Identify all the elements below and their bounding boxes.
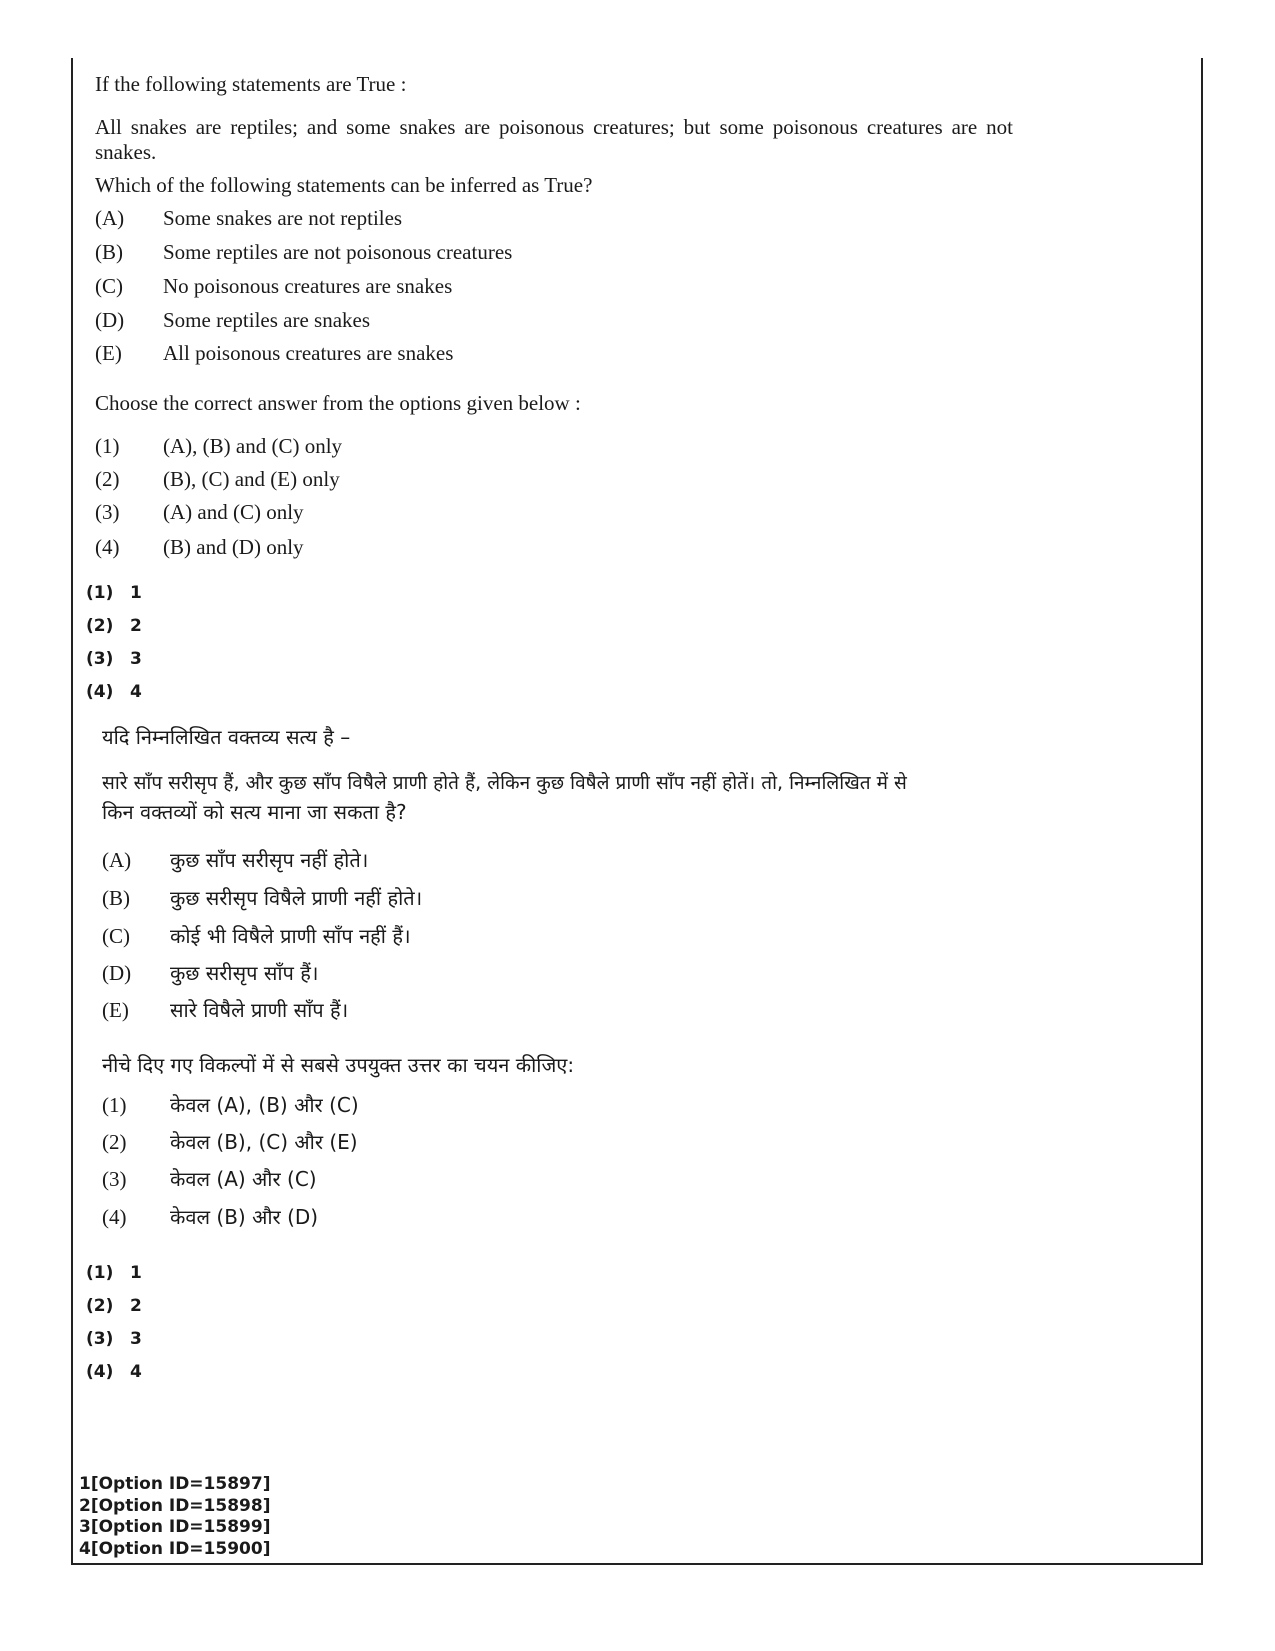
choice-label: (4): [102, 1205, 127, 1229]
answer-option-4[interactable]: [86, 1362, 142, 1382]
answer-option-1[interactable]: [86, 1263, 142, 1283]
hindi-premise-line-1: सारे साँप सरीसृप हैं, और कुछ साँप विषैले प्राणी होते हैं, लेकिन कुछ विषैले प्राणी साँप नहीं होतें। तो, निम्नलिखित में से: [102, 772, 907, 794]
answer-option-label: (4): [86, 682, 114, 702]
answer-option-3[interactable]: [86, 649, 142, 669]
choice-text: केवल (A) और (C): [170, 1167, 317, 1191]
answer-option-label: (1): [86, 583, 114, 603]
statement-text: कुछ सरीसृप साँप हैं।: [170, 961, 319, 985]
choice-label: (2): [95, 467, 120, 491]
answer-option-label: (3): [86, 649, 114, 669]
option-id-list: [79, 1474, 270, 1560]
option-id: 2[Option ID=15898]: [79, 1495, 271, 1516]
choice-text: (A) and (C) only: [163, 500, 304, 524]
statement-text: कुछ सरीसृप विषैले प्राणी नहीं होते।: [170, 886, 423, 910]
choice-label: (3): [102, 1167, 127, 1191]
hindi-choose-instruction: नीचे दिए गए विकल्पों में से सबसे उपयुक्त उत्तर का चयन कीजिए:: [102, 1053, 575, 1077]
statement-text: Some reptiles are snakes: [163, 308, 371, 332]
choice-text: (A), (B) and (C) only: [163, 434, 343, 458]
english-premise: All snakes are reptiles; and some snakes are poisonous creatures; but some poisonous creatures are not snakes.: [95, 115, 1013, 164]
statement-label: (A): [95, 206, 125, 230]
answer-option-value: 4: [130, 682, 142, 702]
hindi-premise-line-2: किन वक्तव्यों को सत्य माना जा सकता है?: [102, 800, 407, 824]
answer-option-label: (2): [86, 616, 114, 636]
statement-text: Some snakes are not reptiles: [163, 206, 403, 230]
statement-label: (E): [95, 341, 122, 365]
choice-text: केवल (B) और (D): [170, 1205, 319, 1229]
statement-text: कोई भी विषैले प्राणी साँप नहीं हैं।: [170, 924, 411, 948]
answer-option-2[interactable]: [86, 1296, 142, 1316]
option-id: 3[Option ID=15899]: [79, 1517, 271, 1537]
choice-text: केवल (B), (C) और (E): [170, 1130, 358, 1154]
answer-option-value: 4: [130, 1362, 142, 1382]
statement-text: No poisonous creatures are snakes: [163, 274, 453, 298]
statement-text: सारे विषैले प्राणी साँप हैं।: [170, 998, 349, 1022]
statement-label: (A): [102, 848, 132, 872]
answer-option-value: 2: [130, 1296, 142, 1316]
choice-label: (1): [95, 434, 120, 458]
choice-text: (B) and (D) only: [163, 535, 304, 559]
english-choose-instruction: Choose the correct answer from the options given below :: [95, 391, 581, 415]
answer-option-value: 1: [130, 583, 142, 603]
statement-label: (D): [95, 308, 125, 332]
statement-label: (B): [102, 886, 130, 910]
answer-option-value: 2: [130, 616, 142, 636]
choice-label: (4): [95, 535, 120, 559]
answer-option-value: 1: [130, 1263, 142, 1283]
statement-label: (E): [102, 998, 129, 1022]
answer-option-label: (3): [86, 1329, 114, 1349]
answer-option-4[interactable]: [86, 682, 142, 702]
statement-label: (C): [102, 924, 130, 948]
statement-text: All poisonous creatures are snakes: [163, 341, 454, 365]
answer-option-label: (1): [86, 1263, 114, 1283]
statement-text: Some reptiles are not poisonous creatures: [163, 240, 513, 264]
answer-option-label: (4): [86, 1362, 114, 1382]
answer-option-value: 3: [130, 1329, 142, 1349]
answer-option-2[interactable]: [86, 616, 142, 636]
statement-label: (B): [95, 240, 123, 264]
statement-label: (C): [95, 274, 123, 298]
choice-label: (3): [95, 500, 120, 524]
answer-option-1[interactable]: [86, 583, 142, 603]
choice-text: केवल (A), (B) और (C): [170, 1093, 359, 1117]
option-id: 4[Option ID=15900]: [79, 1538, 271, 1559]
option-id: 1[Option ID=15897]: [79, 1474, 271, 1494]
choice-label: (1): [102, 1093, 127, 1117]
english-intro: If the following statements are True :: [95, 72, 407, 96]
hindi-intro: यदि निम्नलिखित वक्तव्य सत्य है –: [102, 725, 351, 749]
statement-label: (D): [102, 961, 132, 985]
choice-text: (B), (C) and (E) only: [163, 467, 340, 491]
answer-option-value: 3: [130, 649, 142, 669]
statement-text: कुछ साँप सरीसृप नहीं होते।: [170, 848, 369, 872]
answer-option-label: (2): [86, 1296, 114, 1316]
english-question: Which of the following statements can be inferred as True?: [95, 173, 593, 197]
choice-label: (2): [102, 1130, 127, 1154]
answer-option-3[interactable]: [86, 1329, 142, 1349]
